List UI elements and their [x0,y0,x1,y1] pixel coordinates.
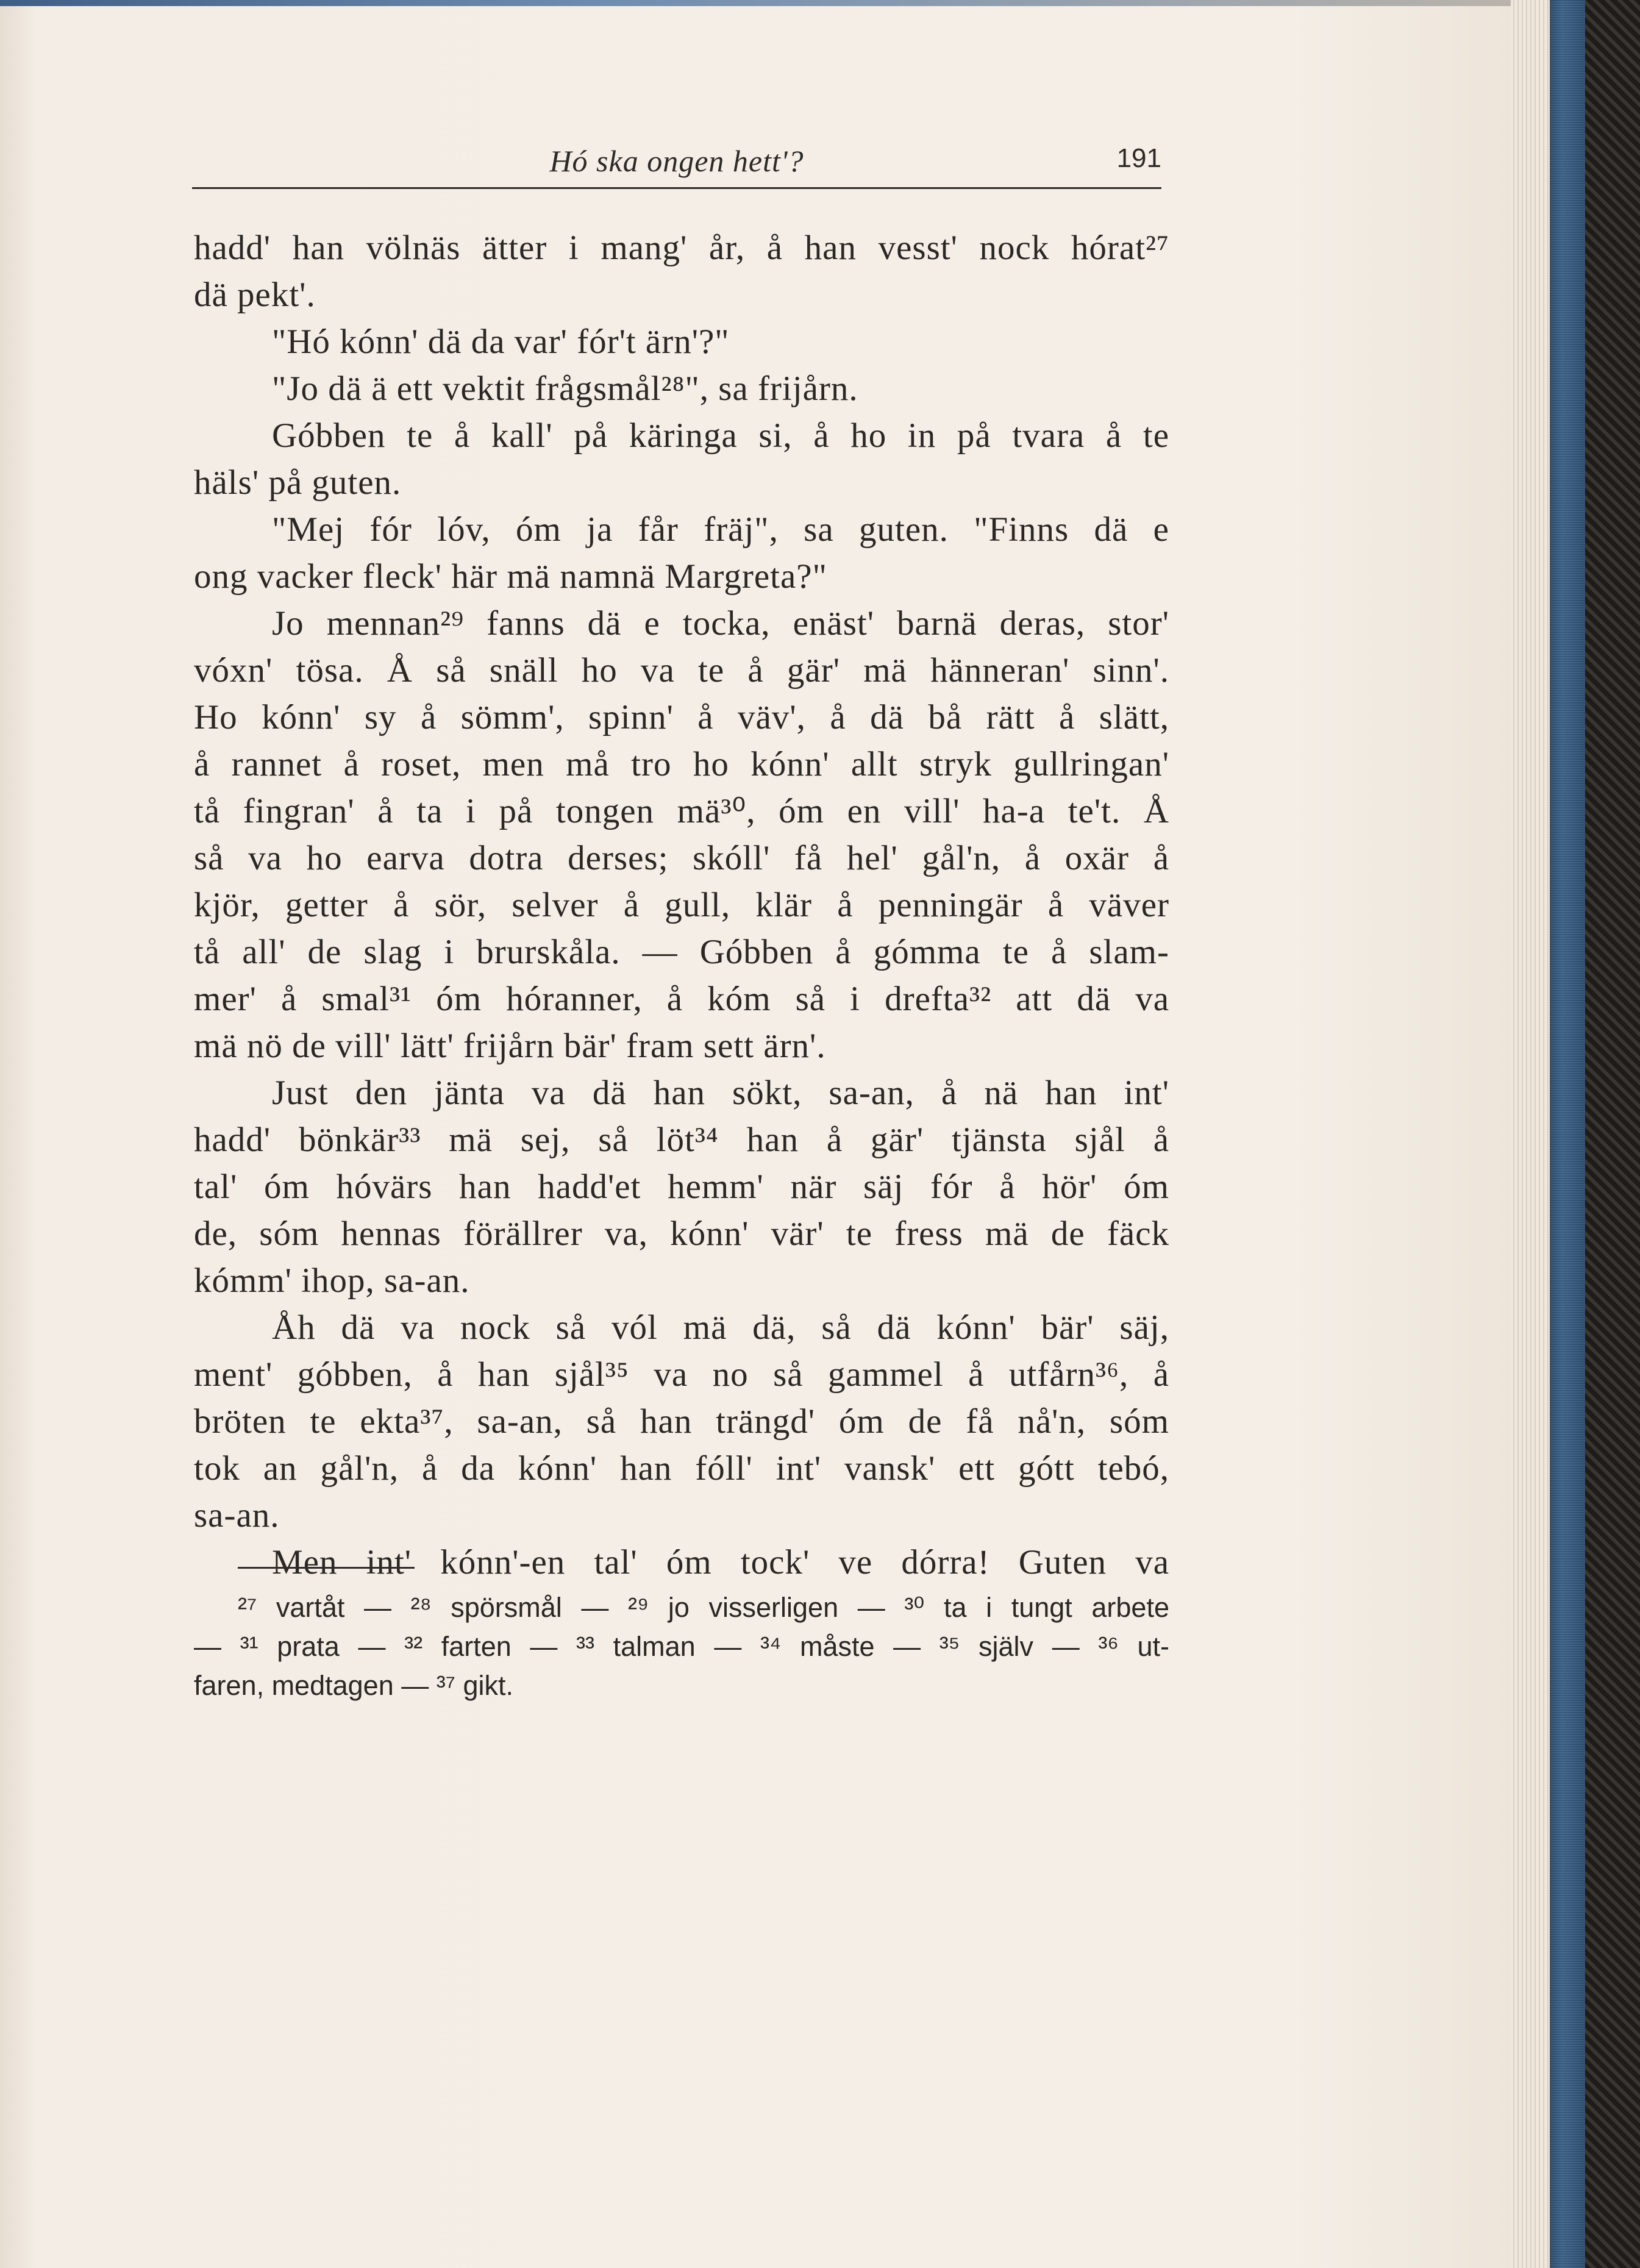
text-line: tal' óm hóvärs han hadd'et hemm' när säj fór å hör' óm [194,1168,1169,1206]
background-right [1579,0,1640,2268]
text-line: mer' å smal³¹ óm hóranner, å kóm så i drefta³² att dä va [194,980,1169,1018]
text-line: dä pekt'. [194,276,316,314]
text-line: "Jo dä ä ett vektit frågsmål²⁸", sa frijårn. [272,369,858,408]
footnote-line: faren, medtagen — ³⁷ gikt. [194,1670,514,1701]
text-line: kómm' ihop, sa-an. [194,1261,470,1300]
text-line: "Mej fór lóv, óm ja får fräj", sa guten. "Finns dä e [272,510,1169,549]
text-line: Men int' kónn'-en tal' óm tock' ve dórra! Guten va [272,1543,1169,1582]
footnote-divider [238,1567,415,1569]
text-line: ong vacker fleck' här mä namnä Margreta?" [194,557,827,596]
text-line: häls' på guten. [194,463,402,502]
text-line: hadd' han völnäs ätter i mang' år, å han vesst' nock hórat²⁷ [194,229,1169,267]
page-number: 191 [1116,143,1161,173]
text-line: Åh dä va nock så vól mä dä, så dä kónn' bär' säj, [272,1308,1169,1347]
footnote-line: ²⁷ vartåt — ²⁸ spörsmål — ²⁹ jo visserligen — ³⁰ ta i tungt arbete [238,1592,1169,1623]
text-line: så va ho earva dotra derses; skóll' få hel' gål'n, å oxär å [194,839,1169,877]
running-title: Hó ska ongen hett'? [549,144,804,178]
text-line: Just den jänta va dä han sökt, sa-an, å nä han int' [272,1074,1169,1112]
footnote-line: — ³¹ prata — ³² farten — ³³ talman — ³⁴ måste — ³⁵ själv — ³⁶ ut- [194,1631,1169,1662]
top-edge-strip [0,0,1511,6]
page-block-edges [1506,0,1550,2268]
text-line: sa-an. [194,1496,280,1535]
text-line: å rannet å roset, men må tro ho kónn' allt stryk gullringan' [194,745,1169,783]
text-line: Ho kónn' sy å sömm', spinn' å väv', å dä bå rätt å slätt, [194,698,1169,736]
text-line: Góbben te å kall' på käringa si, å ho in på tvara å te [272,416,1169,455]
text-line: Jo mennan²⁹ fanns dä e tocka, enäst' barnä deras, stor' [272,604,1169,643]
text-line: mä nö de vill' lätt' frijårn bär' fram sett ärn'. [194,1027,826,1065]
book-cover-edge [1547,0,1585,2268]
text-line: ment' góbben, å han sjål³⁵ va no så gammel å utfårn³⁶, å [194,1355,1169,1394]
text-line: "Hó kónn' dä da var' fór't ärn'?" [272,323,730,361]
text-line: tå fingran' å ta i på tongen mä³⁰, óm en vill' ha-a te't. Å [194,792,1169,830]
text-line: tå all' de slag i brurskåla. — Góbben å gómma te å slam- [194,933,1169,971]
text-line: de, sóm hennas förällrer va, kónn' vär' te fress mä de fäck [194,1214,1169,1253]
body-text [194,224,1169,1586]
text-line: kjör, getter å sör, selver å gull, klär å penningär å väver [194,886,1169,924]
text-line: bröten te ekta³⁷, sa-an, så han trängd' óm de få nå'n, sóm [194,1402,1169,1441]
text-line: tok an gål'n, å da kónn' han fóll' int' vansk' ett gótt tebó, [194,1449,1169,1488]
footnotes [194,1567,1169,1705]
text-line: vóxn' tösa. Å så snäll ho va te å gär' mä hänneran' sinn'. [194,651,1169,690]
page-header [192,143,1161,189]
text-line: hadd' bönkär³³ mä sej, så löt³⁴ han å gär' tjänsta sjål å [194,1121,1169,1159]
